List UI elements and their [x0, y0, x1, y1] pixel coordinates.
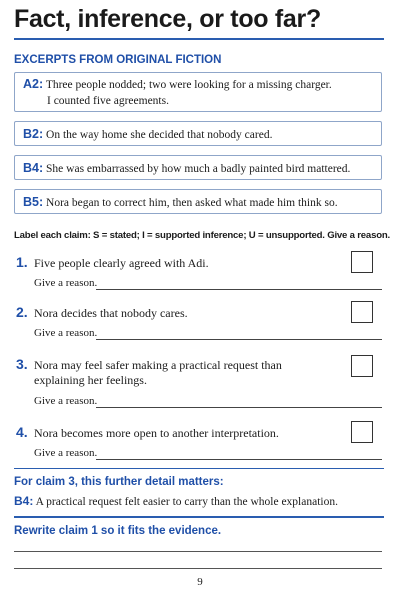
excerpt-b5	[14, 189, 382, 214]
rewrite-line-2[interactable]	[14, 568, 382, 569]
question-number: 4.	[16, 424, 28, 440]
excerpt-label: B4:	[23, 161, 44, 175]
detail-text: A practical request felt easier to carry than the whole explanation.	[35, 496, 338, 508]
reason-label: Give a reason.	[34, 395, 98, 407]
excerpts-heading: EXCERPTS FROM ORIGINAL FICTION	[14, 54, 222, 66]
rewrite-line-1[interactable]	[14, 551, 382, 552]
excerpt-b2	[14, 121, 382, 146]
excerpt-b4	[14, 155, 382, 180]
rewrite-heading: Rewrite claim 1 so it fits the evidence.	[14, 525, 222, 537]
section-divider	[14, 516, 384, 518]
question-number: 3.	[16, 356, 28, 372]
page-title: Fact, inference, or too far?	[14, 5, 321, 33]
question-number: 1.	[16, 254, 28, 270]
excerpt-label: A2:	[23, 77, 44, 91]
instructions: Label each claim: S = stated; I = supported inference; U = unsupported. Give a reason.	[14, 230, 390, 241]
excerpt-text: On the way home she decided that nobody cared.	[46, 129, 273, 141]
reason-label: Give a reason.	[34, 447, 98, 459]
question-text: Nora becomes more open to another interpretation.	[34, 426, 279, 440]
excerpt-text: She was embarrassed by how much a badly painted bird mattered.	[46, 163, 351, 175]
answer-box-2[interactable]	[351, 301, 373, 323]
reason-line-1[interactable]	[96, 289, 382, 290]
question-number: 2.	[16, 304, 28, 320]
excerpt-label: B2:	[23, 127, 44, 141]
excerpt-a2	[14, 72, 382, 112]
question-text: Nora decides that nobody cares.	[34, 306, 188, 320]
answer-box-4[interactable]	[351, 421, 373, 443]
title-divider	[14, 38, 384, 40]
detail-label: B4:	[14, 494, 34, 508]
excerpt-label: B5:	[23, 195, 44, 209]
reason-line-2[interactable]	[96, 339, 382, 340]
question-text: Nora may feel safer making a practical request than explaining her feelings.	[34, 358, 282, 387]
answer-box-1[interactable]	[351, 251, 373, 273]
answer-box-3[interactable]	[351, 355, 373, 377]
question-text: Five people clearly agreed with Adi.	[34, 256, 209, 270]
page-number: 9	[197, 576, 203, 588]
excerpt-text: Three people nodded; two were looking for a missing charger.	[45, 79, 332, 91]
reason-label: Give a reason.	[34, 327, 98, 339]
detail-heading: For claim 3, this further detail matters:	[14, 476, 224, 488]
section-divider	[14, 468, 384, 469]
reason-line-3[interactable]	[96, 407, 382, 408]
excerpt-text-line2: I counted five agreements.	[47, 95, 169, 107]
reason-line-4[interactable]	[96, 459, 382, 460]
reason-label: Give a reason.	[34, 277, 98, 289]
excerpt-text: Nora began to correct him, then asked what made him think so.	[46, 197, 338, 209]
detail-excerpt	[14, 494, 338, 508]
